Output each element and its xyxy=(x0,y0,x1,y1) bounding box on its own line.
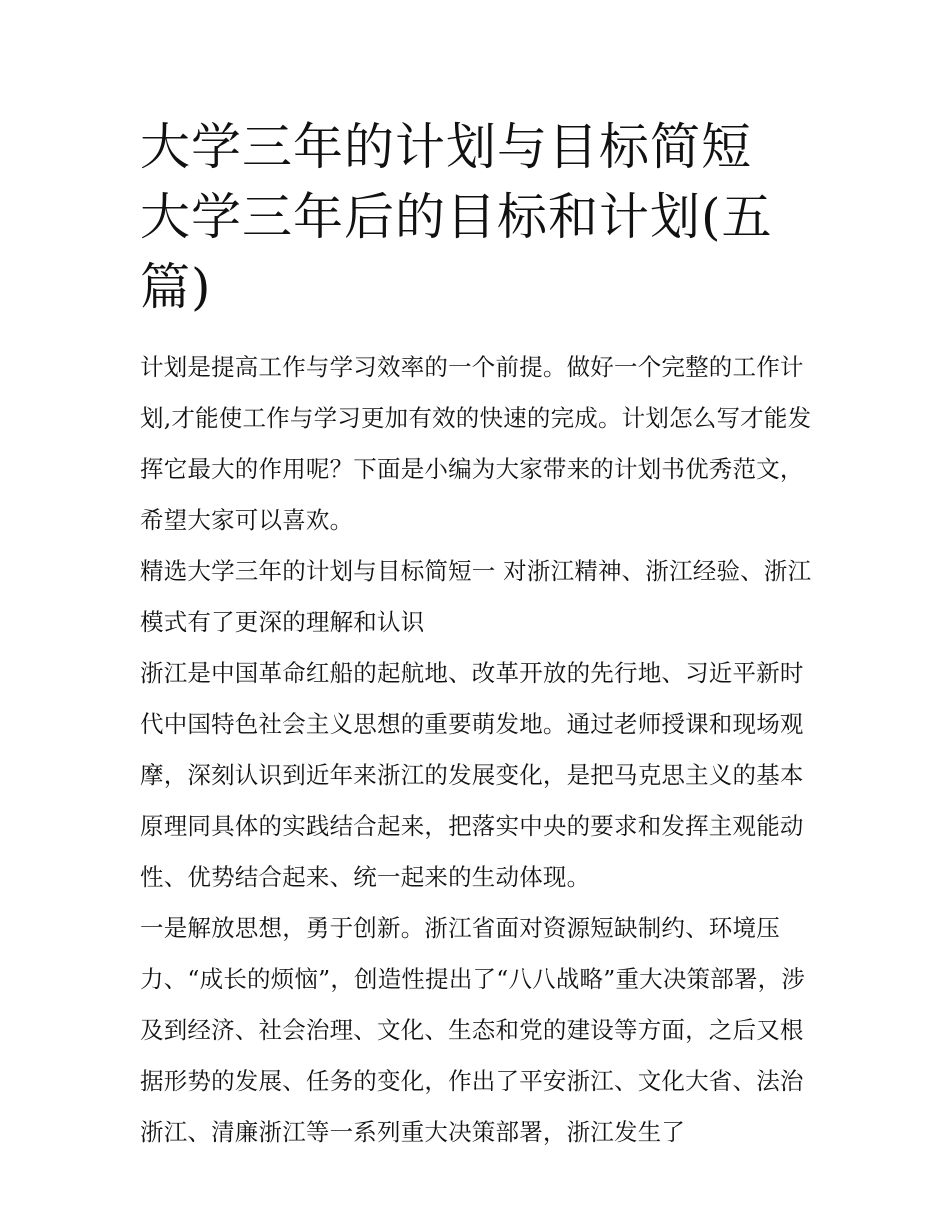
paragraph-intro: 计划是提高工作与学习效率的一个前提。做好一个完整的工作计划,才能使工作与学习更加有效的快速的完成。计划怎么写才能发挥它最大的作用呢？下面是小编为大家带来的计划书优秀范文，希望大家可以喜欢。 xyxy=(140,353,812,534)
paragraph-section-heading: 精选大学三年的计划与目标简短一 对浙江精神、浙江经验、浙江模式有了更深的理解和认识 xyxy=(140,557,812,636)
document-title: 大学三年的计划与目标简短 大学三年后的目标和计划(五篇) xyxy=(140,118,773,316)
paragraph-point-one: 一是解放思想，勇于创新。浙江省面对资源短缺制约、环境压力、“成长的烦恼”，创造性提出了“八八战略”重大决策部署，涉及到经济、社会治理、文化、生态和党的建设等方面，之后又根据形势的发展、任务的变化，作出了平安浙江、文化大省、法治浙江、清廉浙江等一系列重大决策部署，浙江发生了 xyxy=(140,914,806,1146)
paragraph-zhejiang-overview: 浙江是中国革命红船的起航地、改革开放的先行地、习近平新时代中国特色社会主义思想的重要萌发地。通过老师授课和现场观摩，深刻认识到近年来浙江的发展变化，是把马克思主义的基本原理同具体的实践结合起来，把落实中央的要求和发挥主观能动性、优势结合起来、统一起来的生动体现。 xyxy=(140,659,804,891)
document-body xyxy=(140,112,812,1158)
